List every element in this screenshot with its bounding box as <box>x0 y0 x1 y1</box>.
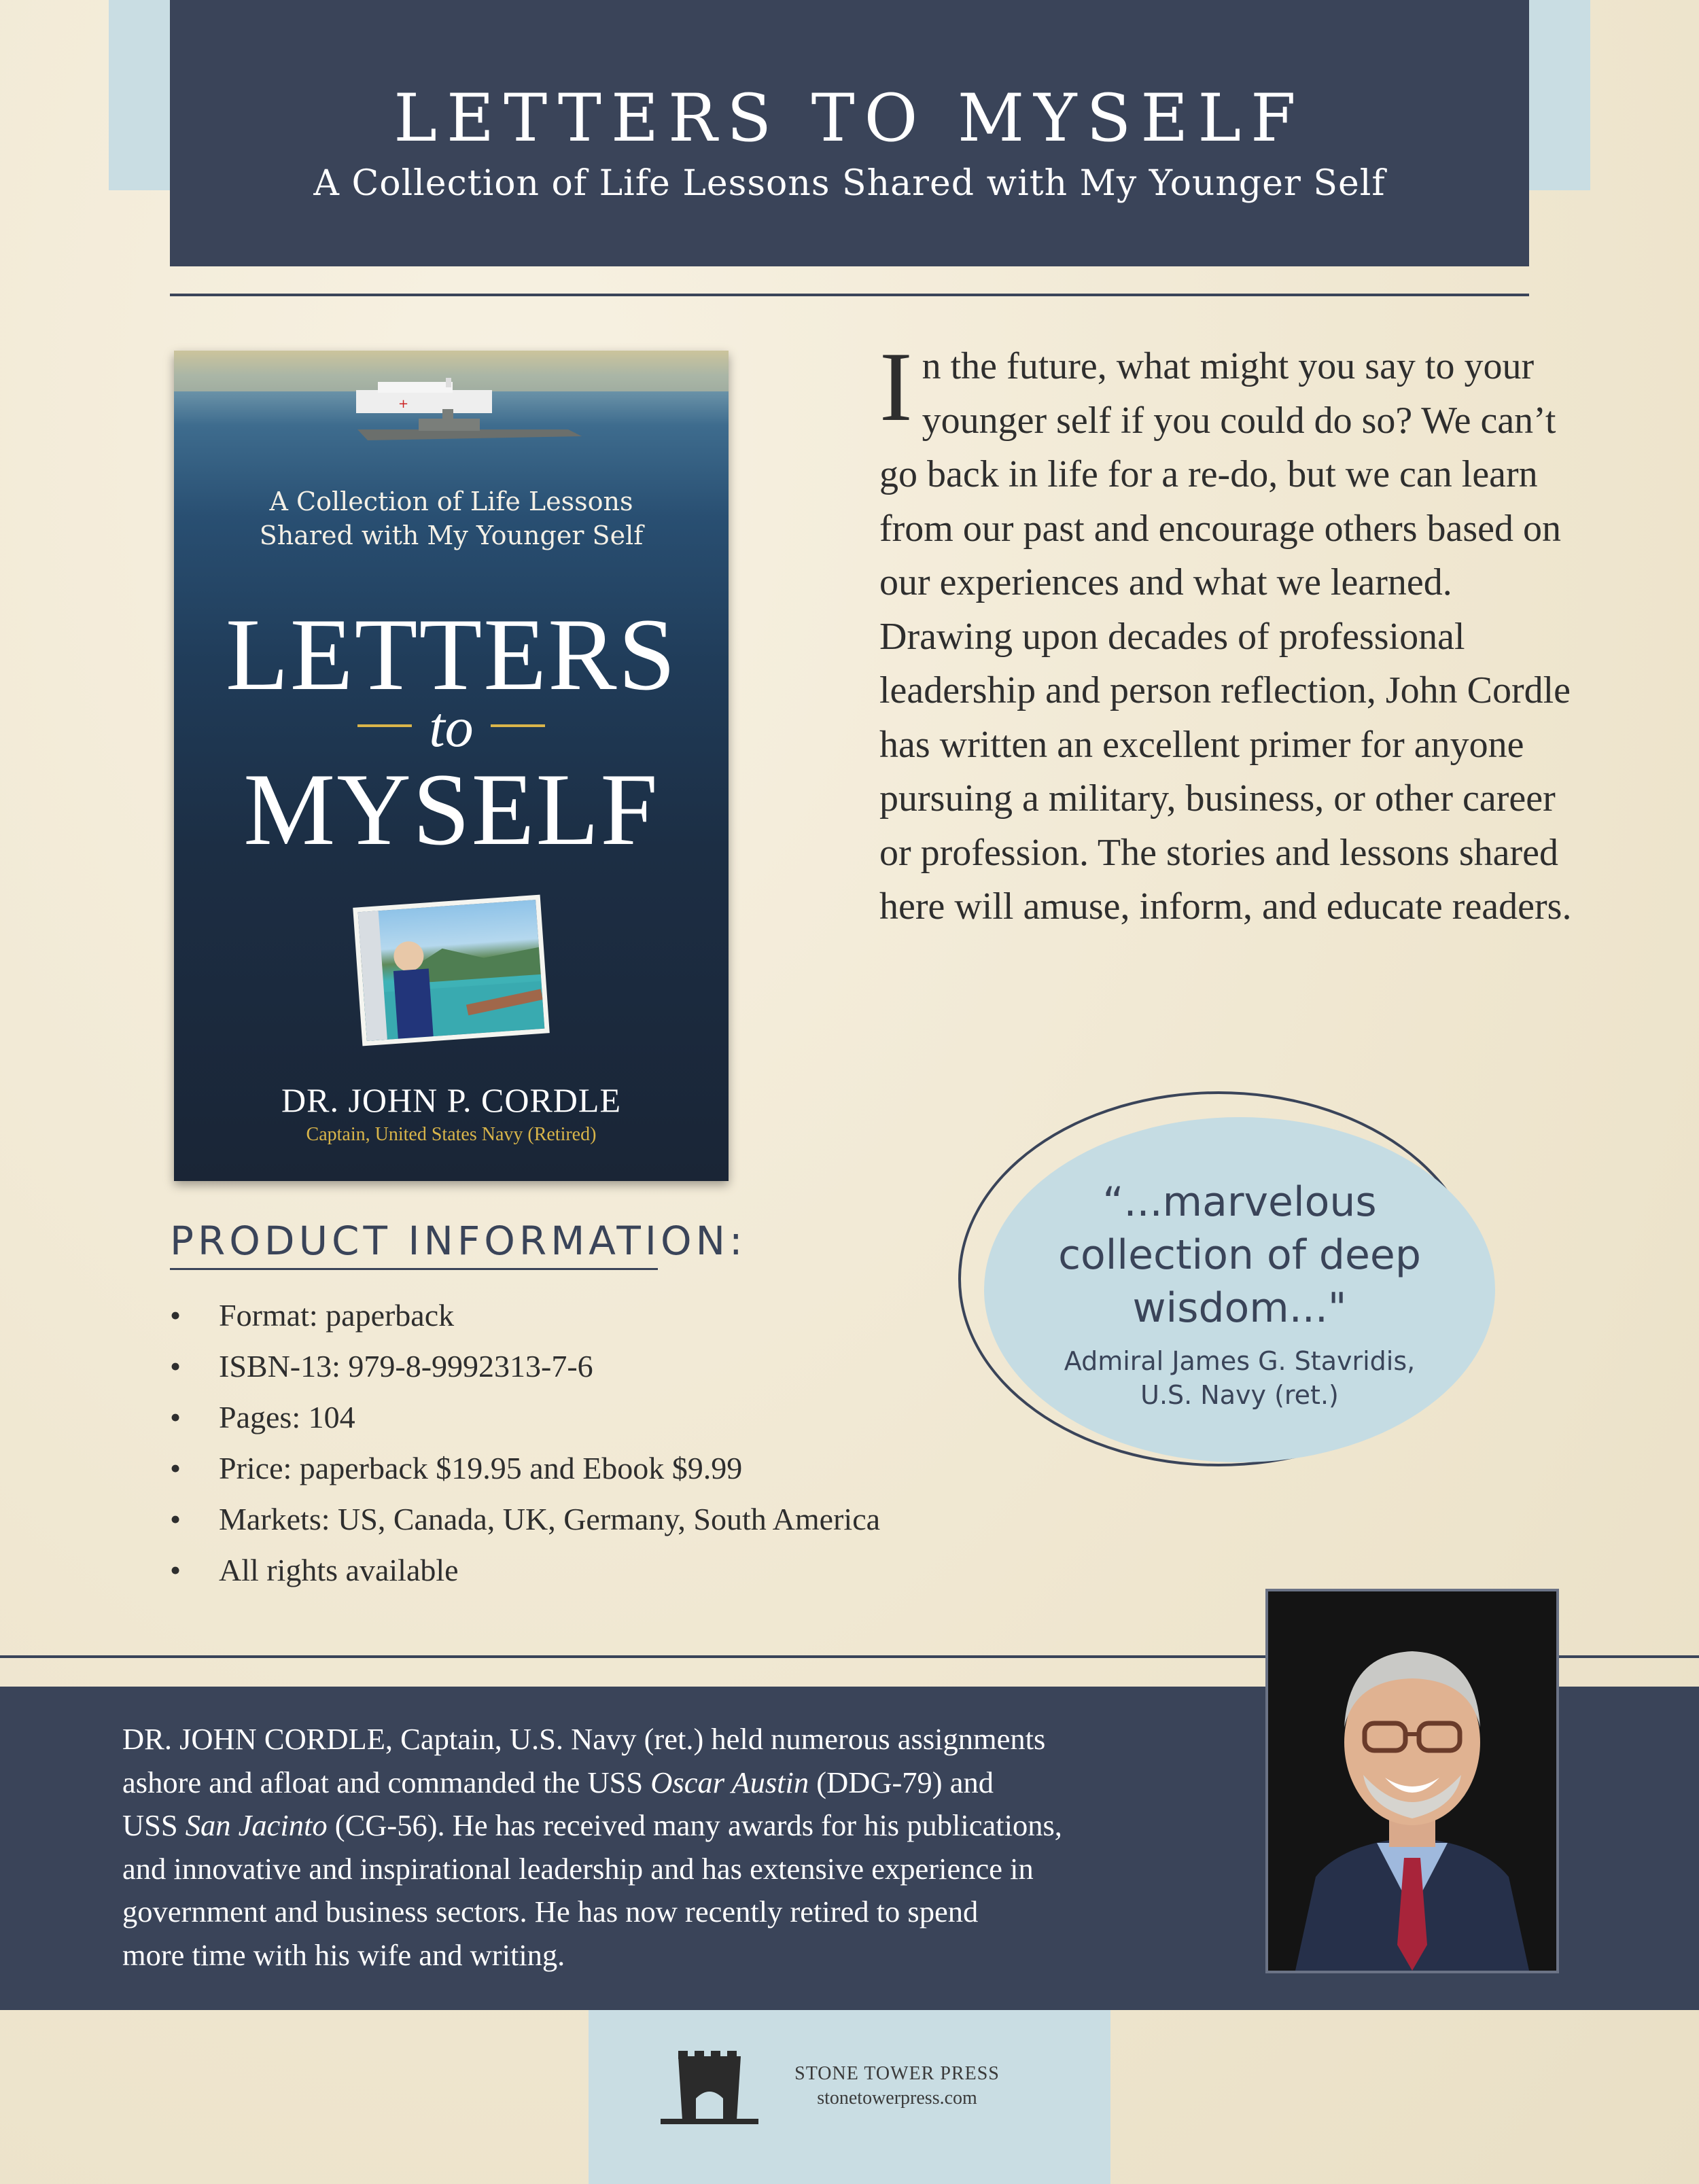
list-item-text: Format: paperback <box>219 1298 455 1333</box>
ship-name: San Jacinto <box>185 1808 328 1842</box>
bullet-icon: • <box>170 1298 181 1333</box>
list-item <box>170 1545 985 1596</box>
list-item <box>170 1494 985 1545</box>
product-info-list <box>170 1290 985 1596</box>
quote-line: collection of deep <box>1058 1231 1421 1279</box>
header-banner <box>170 0 1529 266</box>
bio-line: DR. JOHN CORDLE, Captain, U.S. Navy (ret.) held numerous assignments <box>122 1722 1046 1756</box>
bullet-icon: • <box>170 1349 181 1384</box>
bio-line <box>122 1804 1237 1848</box>
cover-title-myself: MYSELF <box>243 752 659 866</box>
bio-text: (CG-56). He has received many awards for his publications, <box>327 1808 1062 1842</box>
list-item-text: Price: paperback $19.95 and Ebook $9.99 <box>219 1451 743 1485</box>
quote-attribution-rank: U.S. Navy (ret.) <box>1140 1380 1339 1410</box>
drop-cap: I <box>879 332 913 442</box>
list-item-text: All rights available <box>219 1553 459 1587</box>
bio-line: more time with his wife and writing. <box>122 1937 565 1972</box>
book-cover <box>174 351 729 1181</box>
list-item <box>170 1392 985 1443</box>
bio-line: government and business sectors. He has now recently retired to spend <box>122 1895 979 1928</box>
bio-text: USS <box>122 1808 186 1842</box>
book-description <box>879 332 1593 934</box>
bullet-icon: • <box>170 1451 181 1485</box>
bio-line: and innovative and inspirational leadership and has extensive experience in <box>122 1851 1034 1886</box>
quote-text <box>984 1176 1495 1335</box>
cover-title-letters: LETTERS <box>225 597 678 711</box>
cover-subtitle-line1: A Collection of Life Lessons <box>269 487 633 516</box>
stone-tower-logo-icon <box>655 2045 764 2134</box>
ship-name: Oscar Austin <box>650 1765 809 1799</box>
publisher-url[interactable]: stonetowerpress.com <box>817 2088 977 2109</box>
page-title: LETTERS TO MYSELF <box>393 80 1306 156</box>
bio-line <box>122 1761 1237 1805</box>
list-item <box>170 1290 985 1341</box>
page-subtitle: A Collection of Life Lessons Shared with My Younger Self <box>313 163 1386 204</box>
quote-attribution <box>984 1344 1495 1412</box>
list-item <box>170 1341 985 1392</box>
list-item <box>170 1443 985 1494</box>
cover-author-name: DR. JOHN P. CORDLE <box>281 1081 621 1119</box>
publisher-name: STONE TOWER PRESS <box>794 2063 1000 2084</box>
bullet-icon: • <box>170 1400 181 1434</box>
cover-author-rank: Captain, United States Navy (Retired) <box>306 1124 597 1145</box>
list-item-text: Pages: 104 <box>219 1400 355 1434</box>
product-info-underline <box>170 1268 658 1270</box>
cover-subtitle-line2: Shared with My Younger Self <box>259 521 644 550</box>
bullet-icon: • <box>170 1553 181 1587</box>
quote-attribution-name: Admiral James G. Stavridis, <box>1064 1346 1416 1376</box>
bio-text: (DDG-79) and <box>809 1765 994 1799</box>
quote-line: “...marvelous <box>1102 1178 1377 1226</box>
bio-text: ashore and afloat and commanded the USS <box>122 1765 651 1799</box>
product-info-heading: PRODUCT INFORMATION: <box>170 1218 747 1264</box>
bullet-icon: • <box>170 1502 181 1536</box>
list-item-text: ISBN-13: 979-8-9992313-7-6 <box>219 1349 593 1384</box>
author-portrait <box>1265 1589 1559 1973</box>
cover-author-photo <box>353 895 550 1046</box>
quote-line: wisdom..." <box>1132 1284 1347 1332</box>
author-bio <box>122 1718 1237 1977</box>
header-divider <box>170 294 1529 296</box>
cover-title-to: to <box>429 696 474 759</box>
description-text: n the future, what might you say to your younger self if you could do so? We can’t go back in life for a re-do, but we can learn from our past and encourage others based on our experiences and what we learned. Drawing upon decades of professional leadership and person reflection, John Cordle has written an excellent primer for anyone pursuing a military, business, or other career or profession. The stories and lessons shared here will amuse, inform, and educate readers. <box>879 345 1572 928</box>
svg-text:+: + <box>398 397 409 411</box>
list-item-text: Markets: US, Canada, UK, Germany, South America <box>219 1502 881 1536</box>
